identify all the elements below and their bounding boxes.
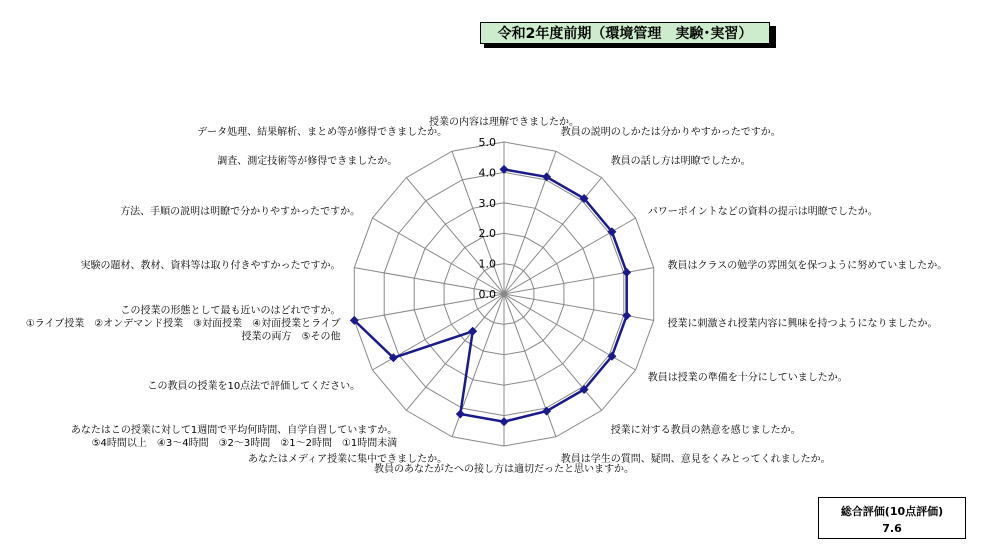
radar-tick-labels — [479, 136, 497, 301]
tick-label: 5.0 — [478, 136, 496, 149]
axis-label: あなたはメディア授業に集中できましたか。 — [247, 454, 448, 465]
summary-box — [818, 497, 966, 539]
axis-label: 教員のあなたがたへの接し方は適切だったと思いますか。 — [374, 464, 634, 475]
axis-label: 授業の内容は理解できましたか。 — [429, 117, 579, 128]
axis-label: この授業の形態として最も近いのはどれですか。 ①ライブ授業 ②オンデマンド授業 ③対面授業 ④対面授業とライブ授業の両方 ⑤その他 — [25, 305, 341, 343]
tick-label: 3.0 — [478, 196, 496, 210]
axis-label: 教員は学生の質問、疑問、意見をくみとってくれましたか。 — [560, 454, 831, 465]
spoke-1 — [504, 151, 556, 294]
axis-label: 教員の説明のしかたは分かりやすかったですか。 — [560, 127, 781, 138]
data-point — [456, 410, 465, 419]
axis-label: 実験の題材、教材、資料等は取り付きやすかったですか。 — [80, 260, 341, 272]
summary-label: 総合評価(10点評価) — [840, 505, 944, 518]
chart-title: 令和2年度前期（環境管理 実験･実習） — [480, 22, 770, 44]
radar-spokes — [354, 142, 653, 446]
tick-label: 4.0 — [478, 166, 496, 180]
axis-label: データ処理、結果解析、まとめ等が修得できましたか。 — [197, 127, 448, 138]
axis-label: 方法、手順の説明は明瞭で分かりやすかったですか。 — [120, 206, 361, 218]
tick-label: 2.0 — [478, 227, 496, 241]
data-point — [500, 417, 509, 426]
axis-label: 授業に刺激され授業内容に興味を持つようになりましたか。 — [667, 318, 938, 330]
axis-label: この教員の授業を10点法で評価してください。 — [147, 381, 361, 392]
axis-label: 教員は授業の準備を十分にしていましたか。 — [647, 372, 848, 384]
axis-label: 授業に対する教員の熱意を感じましたか。 — [610, 425, 801, 437]
tick-label: 0.0 — [478, 288, 496, 301]
summary-value: 7.6 — [882, 522, 902, 535]
tick-label: 1.0 — [478, 257, 496, 271]
axis-label: 調査、測定技術等が修得できましたか。 — [217, 155, 398, 167]
axis-label: あなたはこの授業に対して1週間で平均何時間、自学自習していますか。 ⑤4時間以上 ④3～4時間 ③2～3時間 ②1～2時間 ①1時間未満 — [70, 425, 398, 450]
axis-label: 教員はクラスの勉学の雰囲気を保つように努めていましたか。 — [667, 260, 948, 272]
axis-label: 教員の話し方は明瞭でしたか。 — [610, 155, 751, 167]
axis-label: パワーポイントなどの資料の提示は明瞭でしたか。 — [647, 206, 878, 218]
